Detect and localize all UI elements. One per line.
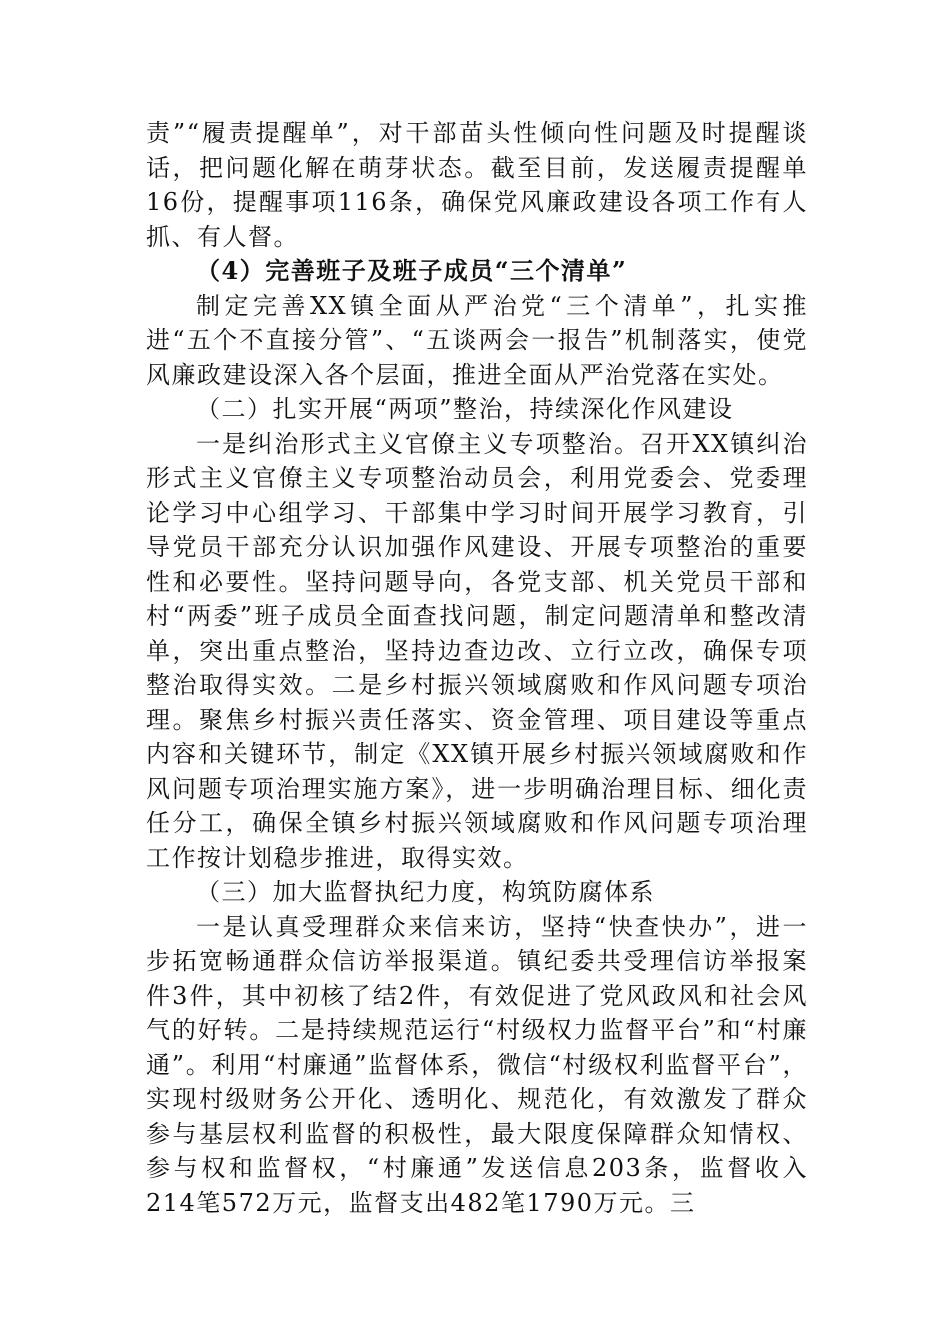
heading-three-lists: （4）完善班子及班子成员“三个清单” [196, 256, 628, 285]
paragraph-supervision: 一是认真受理群众来信来访，坚持“快查快办”，进一步拓宽畅通群众信访举报渠道。镇纪委共受理信访举报案件3件，其中初核了结2件，有效促进了党风政风和社会风气的好转。二是持续规范运行“村级权力监督平台”和“村廉通”。利用“村廉通”监督体系，微信“村级权利监督平台”，实现村级财务公开化、透明化、规范化，有效激发了群众参与基层权利监督的积极性，最大限度保障群众知情权、参与权和监督权，“村廉通”发送信息203条，监督收入214笔572万元，监督支出482笔1790万元。三 [146, 912, 808, 1217]
document-body [146, 116, 808, 1220]
paragraph-reminder-summary: 责”“履责提醒单”，对干部苗头性倾向性问题及时提醒谈话，把问题化解在萌芽状态。截至目前，发送履责提醒单16份，提醒事项116条，确保党风廉政建设各项工作有人抓、有人督。 [146, 119, 808, 251]
heading-two-rectifications: （二）扎实开展“两项”整治，持续深化作风建设 [196, 395, 734, 423]
paragraph-three-lists: 制定完善XX镇全面从严治党“三个清单”，扎实推进“五个不直接分管”、“五谈两会一报告”机制落实，使党风廉政建设深入各个层面，推进全面从严治党落在实处。 [146, 291, 808, 389]
paragraph-two-rectifications: 一是纠治形式主义官僚主义专项整治。召开XX镇纠治形式主义官僚主义专项整治动员会，利用党委会、党委理论学习中心组学习、干部集中学习时间开展学习教育，引导党员干部充分认识加强作风建设、开展专项整治的重要性和必要性。坚持问题导向，各党支部、机关党员干部和村“两委”班子成员全面查找问题，制定问题清单和整改清单，突出重点整治，坚持边查边改、立行立改，确保专项整治取得实效。二是乡村振兴领域腐败和作风问题专项治理。聚焦乡村振兴责任落实、资金管理、项目建设等重点内容和关键环节，制定《XX镇开展乡村振兴领域腐败和作风问题专项治理实施方案》，进一步明确治理目标、细化责任分工，确保全镇乡村振兴领域腐败和作风问题专项治理工作按计划稳步推进，取得实效。 [146, 429, 808, 872]
heading-supervision: （三）加大监督执纪力度，构筑防腐体系 [196, 878, 655, 906]
